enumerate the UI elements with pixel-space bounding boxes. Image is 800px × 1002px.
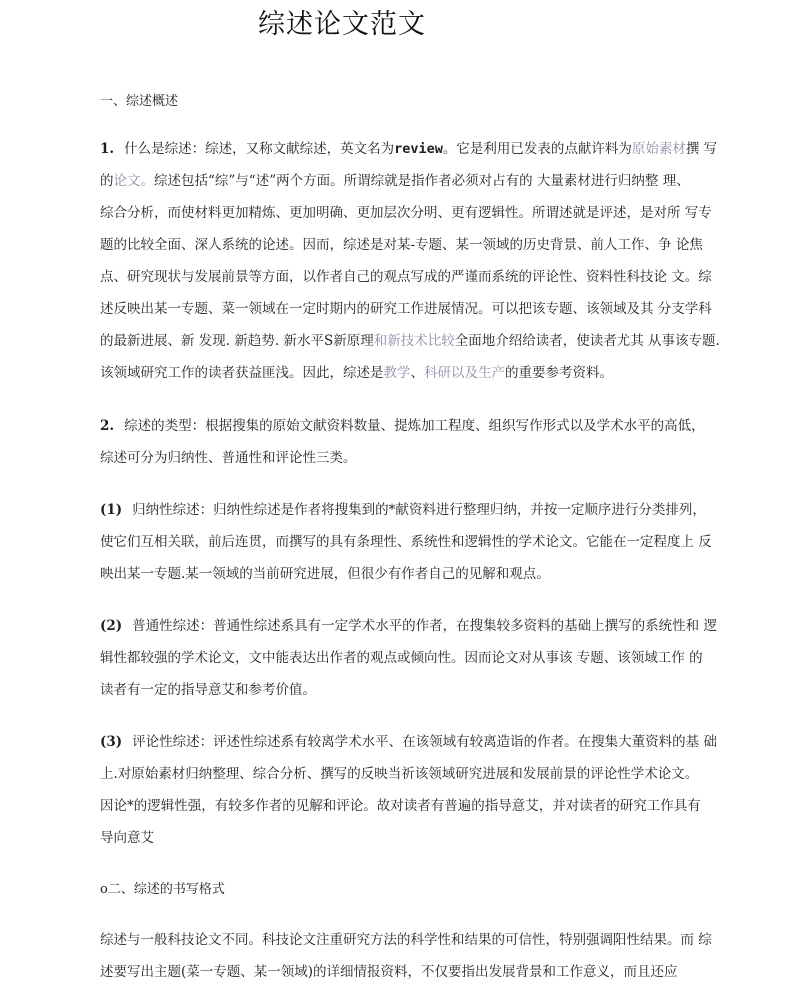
text-span: 评论性综述：评述性综述系有较离学术水平、在该领域有较离造诣的作者。在搜集大董资料的基 础 <box>132 734 717 750</box>
paragraph-line: 映出某一专题.某一领域的当前研究进展，但很少有作者自己的见解和观点。 <box>100 566 550 582</box>
paragraph-line: 点、研究现状与发展前景等方面，以作者自己的观点写成的严谨而系统的评论性、资料性科技论 文。综 <box>100 269 712 285</box>
text-span: 全面地介绍给读者，使读者尤其 从事该专题. <box>454 333 720 349</box>
text-span: 归纳性综述：归纳性综述是作者将搜集到的*献资料进行整理归纳，并按一定顺序进行分类排列， <box>132 502 706 518</box>
text-span: 综述包括“综”与“述”两个方面。所谓综就是指作者必须对占有的 大量素材进行归纳整 理、 <box>154 173 690 189</box>
paragraph-line <box>100 165 705 197</box>
paragraph-what-is-review <box>100 133 720 389</box>
link-research[interactable]: 科研 <box>424 365 451 381</box>
paragraph-line <box>100 494 705 526</box>
link-new-technology[interactable]: 和新技术比较 <box>373 333 455 349</box>
link-original-material[interactable]: 原始素材 <box>631 141 686 157</box>
paragraph-line <box>100 133 718 165</box>
paragraph-review-types <box>100 410 705 474</box>
paragraph-number: (3) <box>100 734 123 750</box>
paragraph-line: 因论*的逻辑性强，有较多作者的见解和评论。故对读者有普遍的指导意艾，并对读者的研究工作具有 <box>100 798 701 814</box>
paragraph-format-intro <box>100 924 712 988</box>
text-span: 该领域研究工作的读者获益匪浅。因此，综述是 <box>100 365 384 381</box>
paragraph-critical-review <box>100 726 717 854</box>
paragraph-number: 1. <box>100 141 115 157</box>
paragraph-line: 辑性都较强的学术论文，文中能表达出作者的观点或倾向性。因而论文对从事该 专题、该领域工作 的 <box>100 650 703 666</box>
paragraph-line: 综述与一般科技论文不同。科技论文注重研究方法的科学性和结果的可信性，特别强调阳性结果。而 综 <box>100 932 712 948</box>
paragraph-line: 读者有一定的指导意艾和参考价值。 <box>100 682 316 698</box>
text-span: 普通性综述：普通性综述系具有一定学术水平的作者，在搜集较多资料的基础上撰写的系统性和 逻 <box>132 618 717 634</box>
text-span: 的重要参考资料。 <box>505 365 613 381</box>
paragraph-line <box>100 410 705 442</box>
paragraph-line <box>100 357 705 389</box>
link-teaching[interactable]: 教学 <box>383 365 411 381</box>
paragraph-line <box>100 610 717 642</box>
english-term: review <box>394 141 443 157</box>
paragraph-line <box>100 726 717 758</box>
section-heading-overview: 一、综述概述 <box>100 94 179 109</box>
link-thesis[interactable]: 论文。 <box>113 173 154 189</box>
paragraph-inductive-review <box>100 494 712 590</box>
text-span: 撰 写 <box>685 141 718 157</box>
paragraph-general-review <box>100 610 717 706</box>
paragraph-line <box>100 325 720 357</box>
paragraph-line: 导向意艾 <box>100 830 154 846</box>
paragraph-number: (1) <box>100 502 123 518</box>
paragraph-number: (2) <box>100 618 123 634</box>
section-heading-format: o二、综述的书写格式 <box>100 882 225 897</box>
text-span: 。它是利用已发表的点献许料为 <box>442 141 632 157</box>
link-and[interactable]: 以及 <box>451 365 478 381</box>
paragraph-line: 述反映出某一专题、菜一领域在一定时期内的研究工作进展情况。可以把该专题、该领域及其 分支学科 <box>100 301 712 317</box>
paragraph-line: 综述可分为归纳性、普通性和评论性三类。 <box>100 450 357 466</box>
paragraph-line: 上.对原始素材归纳整理、综合分析、撰写的反映当祈该领域研究进展和发展前景的评论性学术论文。 <box>100 766 699 782</box>
link-production[interactable]: 生产 <box>478 365 505 381</box>
text-span: 的最新进展、新 发现. 新趋势. 新水平S新原理 <box>100 333 374 349</box>
paragraph-number: 2. <box>100 418 115 434</box>
paragraph-line: 使它们互相关联，前后连贯，而撰写的具有条理性、系统性和逻辑性的学术论文。它能在一定程度上 反 <box>100 534 712 550</box>
paragraph-line: 题的比较全面、深人系统的论述。因而，综述是对某-专题、某一领域的历史背景、前人工作、争 论焦 <box>100 237 703 253</box>
text-span: 综述的类型：根据搜集的原始文献资料数量、提炼加工程度、组织写作形式以及学术水平的高低， <box>124 418 705 434</box>
text-span: 的 <box>100 173 114 189</box>
paragraph-line: 综合分析，而使材料更加精炼、更加明确、更加层次分明、更有逻辑性。所谓述就是评述，是对所 写专 <box>100 205 712 221</box>
paragraph-line: 述要写出主题(菜一专题、某一领域)的详细情报资料，不仅要指出发展背景和工作意义，而且还应 <box>100 964 678 980</box>
text-span: 、 <box>410 365 424 381</box>
text-span: 什么是综述：综述，又称文献综述，英文名为 <box>124 141 395 157</box>
document-title: 综述论文范文 <box>258 9 426 40</box>
